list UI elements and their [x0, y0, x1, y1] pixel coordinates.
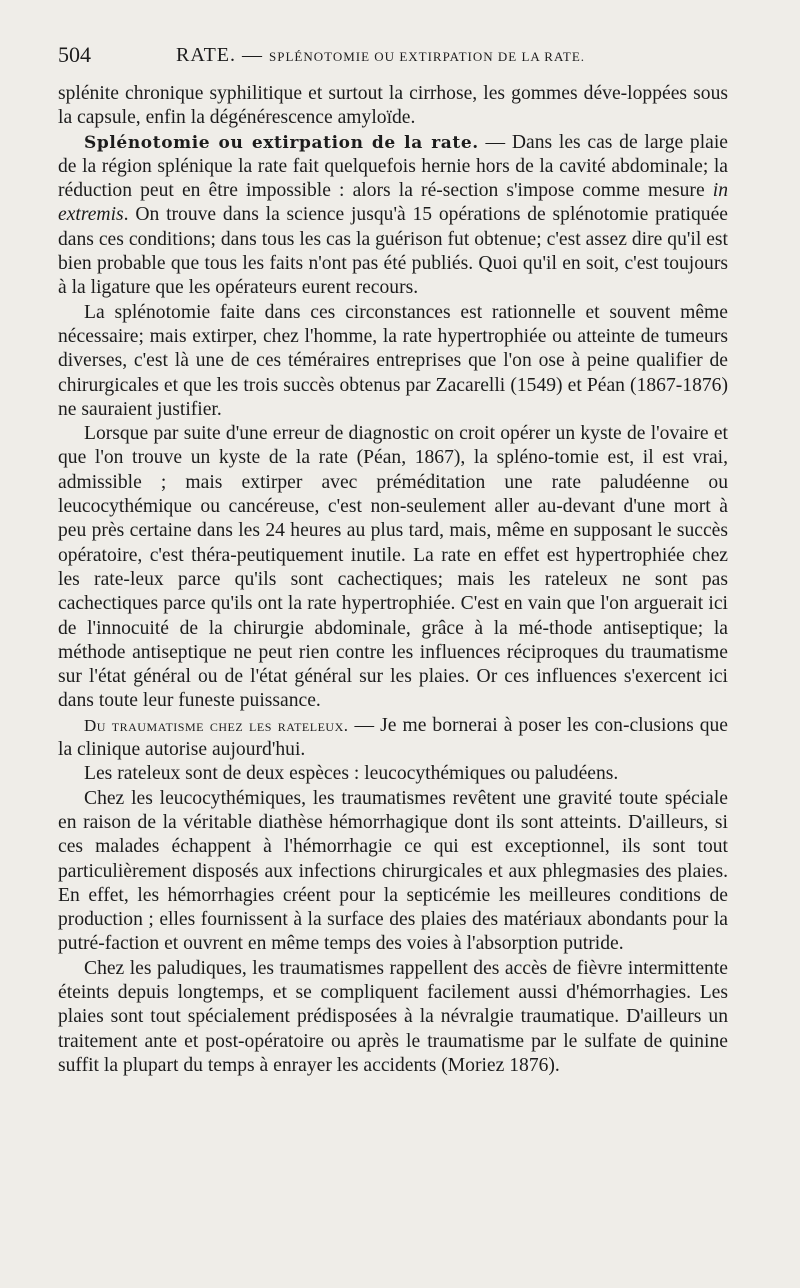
section-subtitle: SPLÉNOTOMIE OU EXTIRPATION DE LA RATE.	[269, 49, 586, 64]
running-title	[176, 44, 585, 67]
paragraph-especes: Les rateleux sont de deux espèces : leucocythémiques ou paludéens.	[84, 763, 619, 785]
body-text	[58, 82, 728, 1078]
running-header	[58, 42, 748, 72]
paragraph-traumatisme: Du traumatisme chez les rateleux. — Je me bornerai à poser les con-clusions que la clinique autorise aujourd'hui.	[58, 714, 728, 761]
paragraph-continued: splénite chronique syphilitique et surtout la cirrhose, les gommes déve-loppées sous la capsule, enfin la dégénérescence amyloïde.	[58, 83, 728, 129]
paragraph-leucocythemiques: Chez les leucocythémiques, les traumatismes revêtent une gravité toute spéciale en raison de la véritable diathèse hémorrhagique dont ils sont atteints. D'ailleurs, si ces malades échappent à l'hémorrhagie ce qui est exceptionnel, ils sont tout particulièrement disposés aux infections chirurgicales et aux phlegmasies des plaies. En effet, les hémorrhagies créent pour la septicémie les meilleures conditions de production ; elles fournissent à la surface des plaies des matériaux abondants pour la putré-faction et ouvrent en même temps des voies à l'absorption putride.	[58, 787, 728, 955]
title-separator: —	[242, 44, 263, 66]
paragraph-splenotomie: Splénotomie ou extirpation de la rate. — Dans les cas de large plaie de la région splénique la rate fait quelquefois hernie hors de la cavité abdominale; la réduction peut en être impossible : alors la ré-section s'impose comme mesure in extremis. On trouve dans la science jusqu'à 15 opérations de splénotomie pratiquée dans ces conditions; dans tous les cas la guérison fut obtenue; c'est assez dire qu'il est bien probable que tous les faits n'ont pas été publiés. Quoi qu'il en soit, c'est toujours à la ligature que les opérateurs eurent recours.	[58, 131, 729, 299]
latin-phrase: in extremis	[58, 180, 728, 226]
chapter-title: RATE.	[176, 44, 236, 66]
paragraph-paludiques: Chez les paludiques, les traumatismes rappellent des accès de fièvre intermittente éteints depuis longtemps, et se compliquent facilement aussi d'hémorrhagies. Les plaies sont tout spécialement prédisposées à la névralgie traumatique. D'ailleurs un traitement ante et post-opératoire ou après le traumatisme par le sulfate de quinine suffit la plupart du temps à enrayer les accidents (Moriez 1876).	[58, 957, 728, 1076]
section-heading-splenotomie: Splénotomie ou extirpation de la rate.	[84, 132, 479, 153]
paragraph-erreur-diagnostic: Lorsque par suite d'une erreur de diagnostic on croit opérer un kyste de l'ovaire et que l'on trouve un kyste de la rate (Péan, 1867), la spléno-tomie est, il est vrai, admissible ; mais extirper avec préméditation une rate paludéenne ou leucocythémique ou cancéreuse, c'est non-seulement aller au-devant d'une mort à peu près certaine dans les 24 heures au plus tard, mais, même en supposant le succès opératoire, c'est théra-peutiquement inutile. La rate en effet est hypertrophiée chez les rate-leux parce qu'ils sont cachectiques; mais les rateleux ne sont pas cachectiques parce qu'ils ont la rate hypertrophiée. C'est en vain que l'on arguerait ici de l'innocuité de la chirurgie abdominale, grâce à la mé-thode antiseptique; la méthode antiseptique ne peut rien contre les influences réciproques du traumatisme sur l'état général ou de l'état général sur les plaies. Or ces influences s'exercent ici dans toute leur funeste puissance.	[58, 423, 728, 712]
page-number: 504	[58, 42, 91, 67]
section-heading-traumatisme: Du traumatisme chez les rateleux.	[84, 715, 349, 735]
paragraph-rationnelle: La splénotomie faite dans ces circonstances est rationnelle et souvent même nécessaire; mais extirper, chez l'homme, la rate hypertrophiée ou atteinte de tumeurs diverses, c'est là une de ces téméraires entreprises que l'on ose à peine qualifier de chirurgicales et que les trois succès obtenus par Zacarelli (1549) et Péan (1867-1876) ne sauraient justifier.	[58, 301, 728, 420]
